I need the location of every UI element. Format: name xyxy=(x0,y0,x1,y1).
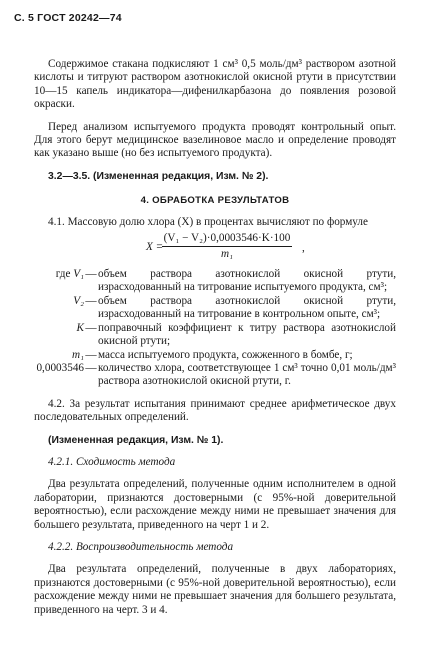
definition-symbol xyxy=(34,268,84,295)
definition-constant xyxy=(34,362,396,389)
page-content xyxy=(34,58,396,617)
definition-dash: — xyxy=(85,321,97,334)
definition-text: объем раствора азотнокислой окисной ртути, израсходованный на титрование в контрольном опыте, см³; xyxy=(98,294,396,321)
symbol-v1: V₁ xyxy=(73,268,84,281)
definition-symbol xyxy=(34,322,84,349)
definition-v1 xyxy=(34,268,396,295)
paragraph-reproducibility: Два результата определений, полученные в двух лабораториях, признаются достоверными (с 95%-ной доверительной вероятностью), если расхождение между ними не превышает значения для большего результата, приведенного на черт. 3 и 4. xyxy=(34,563,396,616)
definition-dash: — xyxy=(85,294,97,307)
revision-note-2-text: 3.2—3.5. (Измененная редакция, Изм. № 2). xyxy=(48,170,269,182)
definition-v2 xyxy=(34,295,396,322)
formula-numerator: (V₁ − V₂)·0,0003546·K·100 xyxy=(162,232,292,247)
formula-denominator: m₁ xyxy=(221,248,233,261)
chlorine-formula xyxy=(34,232,396,266)
paragraph-4-1: 4.1. Массовую долю хлора (X) в процентах вычисляют по формуле xyxy=(48,215,368,228)
definition-dash: — xyxy=(85,348,97,361)
section-heading: 4. ОБРАБОТКА РЕЗУЛЬТАТОВ xyxy=(140,195,290,207)
subsection-4-2-2-title: 4.2.2. Воспроизводительность метода xyxy=(48,540,234,553)
formula-lhs: X = xyxy=(146,241,164,254)
symbol-constant: 0,0003546 xyxy=(36,361,84,374)
definition-m1 xyxy=(34,349,396,362)
revision-note-1: (Измененная редакция, Изм. № 1). xyxy=(48,434,224,446)
definition-text: масса испытуемого продукта, сожженного в бомбе, г; xyxy=(98,348,353,361)
definition-dash: — xyxy=(85,268,97,281)
definition-text: объем раствора азотнокислой окисной ртути, израсходованный на титрование испытуемого продукта, см³; xyxy=(98,268,396,294)
revision-note-2 xyxy=(34,170,396,183)
definition-where: где xyxy=(55,268,74,281)
definition-text: поправочный коэффициент к титру раствора азотнокислой окисной ртути; xyxy=(98,321,396,348)
formula-comma: , xyxy=(302,242,305,255)
definition-text: количество хлора, соответствующее 1 см³ точно 0,01 моль/дм³ раствора азотнокислой окисной ртути, г. xyxy=(98,361,396,388)
variable-definitions xyxy=(34,268,396,389)
definition-dash: — xyxy=(85,361,97,374)
symbol-v2: V₂ xyxy=(73,294,84,307)
definition-symbol xyxy=(34,295,84,322)
symbol-k: K xyxy=(76,321,84,334)
paragraph-4-2: 4.2. За результат испытания принимают среднее арифметическое двух последовательных определений. xyxy=(34,397,396,424)
symbol-m1: m₁ xyxy=(72,348,84,361)
paragraph-control-test: Перед анализом испытуемого продукта проводят контрольный опыт. Для этого берут медицинское вазелиновое масло и определение проводят как указано выше (но без испытуемого продукта). xyxy=(34,120,396,160)
definition-symbol xyxy=(34,349,84,362)
definition-symbol xyxy=(34,362,84,389)
definition-k xyxy=(34,322,396,349)
page-header: С. 5 ГОСТ 20242—74 xyxy=(14,12,122,24)
subsection-4-2-1-title: 4.2.1. Сходимость метода xyxy=(48,455,176,468)
paragraph-titration: Содержимое стакана подкисляют 1 см³ 0,5 моль/дм³ раствором азотной кислоты и титруют раствором азотнокислой окисной ртути в присутствии 10—15 капель индикатора—дифенилкарбазона до появления розовой окраски. xyxy=(34,58,396,111)
formula-fraction xyxy=(162,232,292,262)
paragraph-repeatability: Два результата определений, полученные одним исполнителем в одной лаборатории, признаются достоверными (с 95%-ной доверительной вероятностью), если расхождение между ними не превышает значения для большего результата, приведенного на черт 1 и 2. xyxy=(34,478,396,531)
